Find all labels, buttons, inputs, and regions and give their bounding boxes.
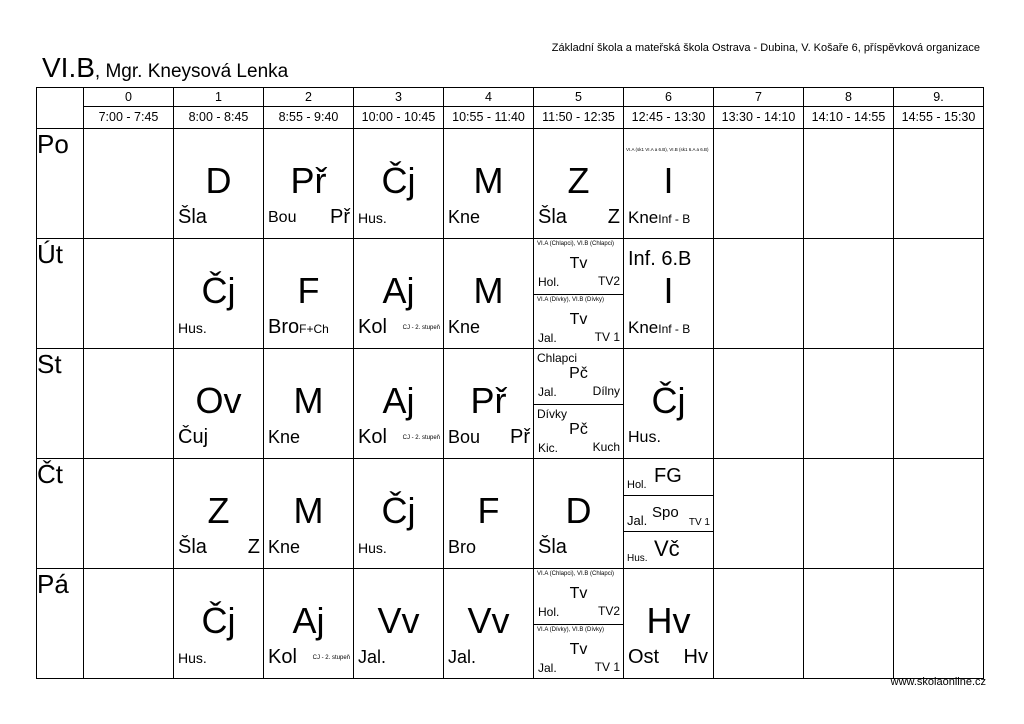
lesson-cell bbox=[444, 569, 534, 679]
day-row-ut bbox=[37, 239, 984, 349]
subject: Z bbox=[567, 160, 590, 201]
subject: Vč bbox=[654, 536, 680, 561]
split-lesson-cell bbox=[534, 349, 624, 459]
lesson-cell-empty bbox=[804, 569, 894, 679]
group-lesson bbox=[534, 404, 623, 460]
group-lesson bbox=[534, 294, 623, 350]
teacher: Kic. bbox=[538, 441, 559, 455]
subject: Tv bbox=[569, 585, 588, 602]
teacher: Kne bbox=[448, 207, 481, 227]
split-lesson-cell bbox=[624, 459, 714, 569]
teacher: Kol bbox=[268, 646, 297, 668]
subject: Vv bbox=[377, 600, 420, 641]
teacher: Bou bbox=[448, 427, 481, 447]
lesson-cell-empty bbox=[894, 349, 984, 459]
subject: F bbox=[477, 490, 500, 531]
lesson-cell bbox=[264, 459, 354, 569]
room: Dílny bbox=[592, 384, 620, 398]
lesson-cell bbox=[444, 129, 534, 239]
teacher: Ost bbox=[628, 646, 660, 668]
subject: Pč bbox=[569, 365, 588, 382]
group-label: Dívky bbox=[537, 407, 567, 421]
school-name: Základní škola a mateřská škola Ostrava - Dubina, V. Košaře 6, příspěvková organizace bbox=[551, 42, 980, 54]
teacher: KneInf - B bbox=[628, 318, 691, 337]
lesson-cell bbox=[534, 459, 624, 569]
teacher: Jal. bbox=[538, 385, 557, 399]
lesson-cell bbox=[174, 349, 264, 459]
subject: Z bbox=[207, 490, 230, 531]
period-header: 5 11:50 - 12:35 bbox=[534, 88, 624, 129]
room: Př bbox=[330, 206, 350, 228]
lesson-cell bbox=[534, 129, 624, 239]
group-label: Chlapci bbox=[537, 351, 578, 365]
corner-cell bbox=[37, 88, 84, 129]
room: TV 1 bbox=[594, 660, 620, 674]
room: CJ - 2. stupeň bbox=[312, 655, 350, 661]
lesson-cell bbox=[624, 349, 714, 459]
room: Př bbox=[510, 426, 530, 448]
subject: Spo bbox=[652, 504, 679, 521]
teacher: Bou bbox=[268, 209, 297, 226]
lesson-cell bbox=[354, 569, 444, 679]
group-lesson bbox=[534, 349, 623, 404]
group-label: VI.A (Dívky), VI.B (Dívky) bbox=[537, 297, 605, 303]
subject: Vv bbox=[467, 600, 510, 641]
subject: M bbox=[473, 270, 504, 311]
group-lesson bbox=[534, 624, 623, 680]
lesson-cell-empty bbox=[714, 129, 804, 239]
lesson-cell-empty bbox=[804, 459, 894, 569]
teacher: Šla bbox=[178, 206, 207, 228]
subject: D bbox=[205, 160, 232, 201]
lesson-cell-empty bbox=[714, 349, 804, 459]
lesson-cell bbox=[444, 239, 534, 349]
lesson-cell bbox=[624, 129, 714, 239]
lesson-cell-empty bbox=[894, 239, 984, 349]
subject: Čj bbox=[381, 490, 416, 531]
period-header: 1 8:00 - 8:45 bbox=[174, 88, 264, 129]
teacher: Jal. bbox=[627, 513, 648, 528]
subject: D bbox=[565, 490, 592, 531]
group-label: VI.A (Dívky), VI.B (Dívky) bbox=[537, 627, 605, 633]
lesson-cell bbox=[174, 459, 264, 569]
group-lesson bbox=[534, 239, 623, 294]
lesson-cell bbox=[444, 459, 534, 569]
subject: Ov bbox=[195, 380, 242, 421]
period-header: 4 10:55 - 11:40 bbox=[444, 88, 534, 129]
subject: Aj bbox=[382, 270, 415, 311]
subject: Tv bbox=[569, 641, 588, 658]
group-lesson bbox=[624, 495, 713, 532]
subject: Tv bbox=[569, 255, 588, 272]
subject: Př bbox=[290, 160, 327, 201]
group-lesson bbox=[624, 459, 713, 495]
teacher: Hus. bbox=[358, 540, 387, 556]
teacher: Šla bbox=[538, 536, 567, 558]
subject: F bbox=[297, 270, 320, 311]
teacher: Jal. bbox=[448, 647, 477, 667]
lesson-cell-empty bbox=[894, 569, 984, 679]
class-teacher: , Mgr. Kneysová Lenka bbox=[94, 61, 289, 82]
lesson-cell-empty bbox=[804, 239, 894, 349]
subject: Čj bbox=[651, 380, 686, 421]
lesson-cell: Inf. 6.B I KneInf - B bbox=[624, 239, 714, 349]
subject: Čj bbox=[381, 160, 416, 201]
day-label: St bbox=[37, 349, 84, 459]
lesson-cell-empty bbox=[894, 129, 984, 239]
day-row-ct bbox=[37, 459, 984, 569]
lesson-cell-empty bbox=[84, 349, 174, 459]
group-lesson bbox=[624, 531, 713, 568]
teacher: Hus. bbox=[358, 210, 387, 226]
subject: I bbox=[663, 160, 674, 201]
lesson-cell-empty bbox=[804, 129, 894, 239]
group-label: VI.A (sk1 VI.A a 6.B), VI.B (sk1 6.A a 6.B) bbox=[626, 147, 709, 152]
lesson-cell-empty bbox=[714, 569, 804, 679]
room: Z bbox=[247, 536, 260, 558]
teacher: Kne bbox=[448, 317, 481, 337]
teacher: Hol. bbox=[538, 275, 560, 289]
teacher: Kol bbox=[358, 316, 387, 338]
lesson-cell-empty bbox=[714, 239, 804, 349]
group-label: VI.A (Chlapci), VI.B (Chlapci) bbox=[537, 241, 615, 247]
subject: Čj bbox=[201, 270, 236, 311]
lesson-cell-empty bbox=[84, 569, 174, 679]
subject: Aj bbox=[382, 380, 415, 421]
teacher: Jal. bbox=[358, 647, 387, 667]
lesson-cell bbox=[264, 569, 354, 679]
lesson-cell bbox=[264, 349, 354, 459]
subject: Tv bbox=[569, 311, 588, 328]
lesson-cell-empty bbox=[804, 349, 894, 459]
subject: Aj bbox=[292, 600, 325, 641]
timetable bbox=[36, 87, 984, 679]
teacher: Hol. bbox=[538, 605, 560, 619]
room: TV 1 bbox=[594, 330, 620, 344]
lesson-cell bbox=[174, 239, 264, 349]
lesson-cell bbox=[174, 569, 264, 679]
room: CJ - 2. stupeň bbox=[402, 435, 440, 441]
teacher: Šla bbox=[178, 536, 207, 558]
period-header: 2 8:55 - 9:40 bbox=[264, 88, 354, 129]
subject: Pč bbox=[569, 421, 588, 438]
subject: M bbox=[293, 380, 324, 421]
teacher: Hus. bbox=[628, 429, 661, 446]
period-header: 3 10:00 - 10:45 bbox=[354, 88, 444, 129]
teacher: BroF+Ch bbox=[268, 316, 329, 338]
split-lesson-cell bbox=[534, 569, 624, 679]
room: CJ - 2. stupeň bbox=[402, 325, 440, 331]
period-header: 9. 14:55 - 15:30 bbox=[894, 88, 984, 129]
lesson-cell bbox=[354, 459, 444, 569]
teacher: KneInf - B bbox=[628, 208, 691, 227]
subject: Př bbox=[470, 380, 507, 421]
day-label: Čt bbox=[37, 459, 84, 569]
lesson-cell bbox=[354, 129, 444, 239]
teacher: Jal. bbox=[538, 661, 557, 675]
lesson-cell bbox=[354, 349, 444, 459]
lesson-cell-empty bbox=[84, 239, 174, 349]
lesson-cell bbox=[624, 569, 714, 679]
teacher: Hus. bbox=[178, 650, 207, 666]
lesson-cell bbox=[354, 239, 444, 349]
day-row-pa bbox=[37, 569, 984, 679]
teacher: Hus. bbox=[627, 553, 648, 564]
group-label: VI.A (Chlapci), VI.B (Chlapci) bbox=[537, 571, 615, 577]
footer-link[interactable]: www.skolaonline.cz bbox=[890, 676, 986, 688]
teacher: Hus. bbox=[178, 320, 207, 336]
lesson-cell-empty bbox=[894, 459, 984, 569]
lesson-cell-empty bbox=[84, 129, 174, 239]
lesson-cell bbox=[174, 129, 264, 239]
subject: Hv bbox=[646, 600, 691, 641]
teacher: Kne bbox=[268, 427, 301, 447]
subject: I bbox=[663, 270, 674, 311]
period-header: 8 14:10 - 14:55 bbox=[804, 88, 894, 129]
split-lesson-cell bbox=[534, 239, 624, 349]
lesson-cell-empty bbox=[714, 459, 804, 569]
room: Hv bbox=[683, 646, 708, 668]
room: TV 1 bbox=[688, 517, 710, 528]
room: TV2 bbox=[597, 274, 620, 288]
period-header: 7 13:30 - 14:10 bbox=[714, 88, 804, 129]
teacher: Jal. bbox=[538, 331, 557, 345]
teacher: Čuj bbox=[178, 426, 209, 448]
day-label: Pá bbox=[37, 569, 84, 679]
page-title bbox=[42, 52, 288, 84]
lesson-cell-empty bbox=[84, 459, 174, 569]
period-header: 6 12:45 - 13:30 bbox=[624, 88, 714, 129]
room: Kuch bbox=[592, 440, 620, 454]
lesson-cell bbox=[444, 349, 534, 459]
teacher: Šla bbox=[538, 206, 567, 228]
teacher: Bro bbox=[448, 537, 477, 557]
subject: M bbox=[293, 490, 324, 531]
day-row-st bbox=[37, 349, 984, 459]
day-label: Po bbox=[37, 129, 84, 239]
room: Z bbox=[607, 206, 620, 228]
subject: M bbox=[473, 160, 504, 201]
room: TV2 bbox=[597, 604, 620, 618]
teacher: Hol. bbox=[627, 479, 647, 491]
lesson-cell bbox=[264, 129, 354, 239]
subject: FG bbox=[654, 465, 682, 487]
group-lesson bbox=[534, 569, 623, 624]
day-row-po bbox=[37, 129, 984, 239]
subject: Čj bbox=[201, 600, 236, 641]
lesson-cell bbox=[264, 239, 354, 349]
day-label: Út bbox=[37, 239, 84, 349]
class-name: VI.B bbox=[42, 52, 95, 83]
period-header: 0 7:00 - 7:45 bbox=[84, 88, 174, 129]
teacher: Kol bbox=[358, 426, 387, 448]
teacher: Kne bbox=[268, 537, 301, 557]
